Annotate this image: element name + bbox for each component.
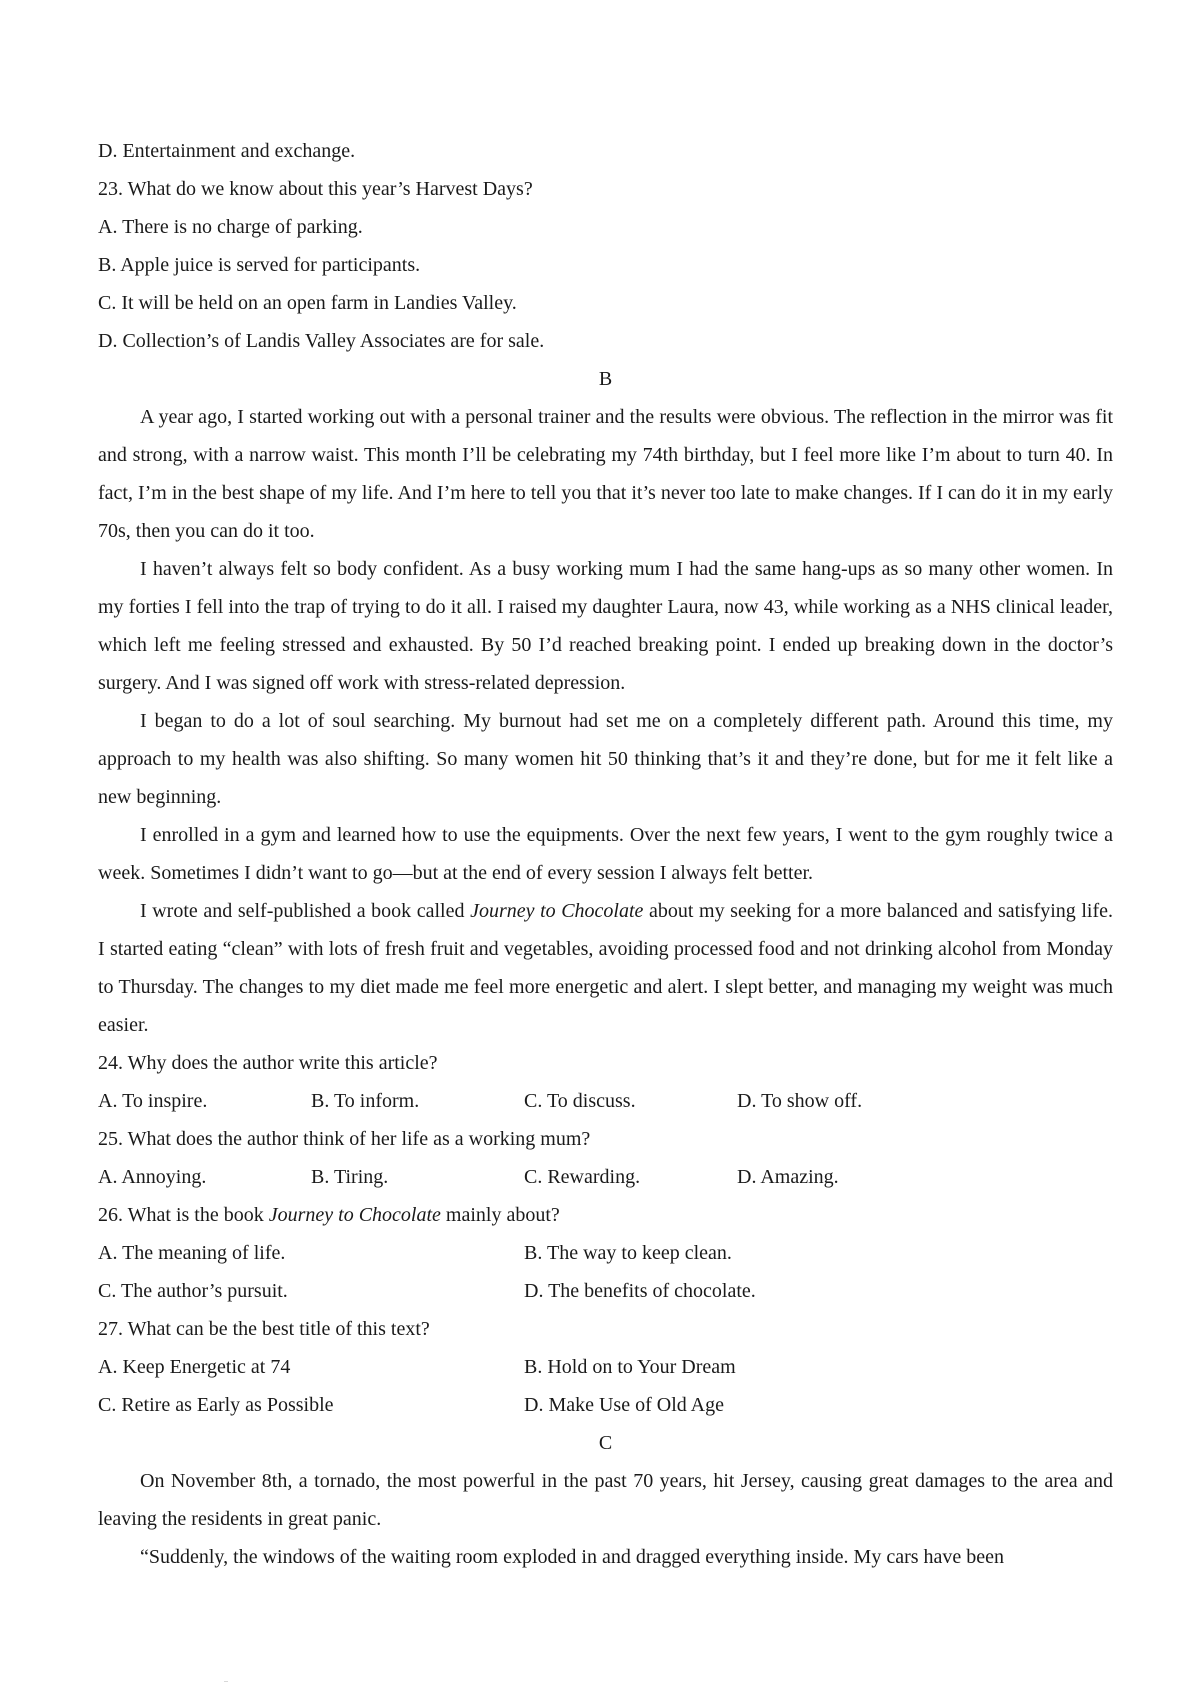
page-speck bbox=[224, 1681, 228, 1682]
q22-option-d: D. Entertainment and exchange. bbox=[98, 140, 356, 162]
q25-options bbox=[98, 1158, 1113, 1196]
q27-option-a: A. Keep Energetic at 74 bbox=[98, 1356, 291, 1378]
para5-text-before: I wrote and self-published a book called bbox=[140, 900, 471, 922]
q27-option-d: D. Make Use of Old Age bbox=[524, 1394, 724, 1416]
section-b-paragraph-1: A year ago, I started working out with a personal trainer and the results were obvious. The reflection in the mirror was fit and strong, with a narrow waist. This month I’ll be celebrating my 74th birthday, but I feel more like I’m about to turn 40. In fact, I’m in the best shape of my life. And I’m here to tell you that it’s never too late to make changes. If I can do it in my early 70s, then you can do it too. bbox=[98, 406, 1113, 542]
exam-page bbox=[98, 132, 1113, 1576]
q26-question-after: mainly about? bbox=[440, 1204, 560, 1226]
q24-question: 24. Why does the author write this article? bbox=[98, 1052, 438, 1074]
q23-option-b: B. Apple juice is served for participants. bbox=[98, 254, 421, 276]
q27-option-b: B. Hold on to Your Dream bbox=[524, 1356, 736, 1378]
q27-options-row-1 bbox=[98, 1348, 1113, 1386]
section-b-heading: B bbox=[598, 368, 613, 390]
q27-options-row-2 bbox=[98, 1386, 1113, 1424]
section-b-paragraph-3: I began to do a lot of soul searching. My burnout had set me on a completely different path. Around this time, my approach to my health was also shifting. So many women hit 50 thinking that’s it and they’re done, but for me it felt like a new beginning. bbox=[98, 710, 1113, 808]
q25-question: 25. What does the author think of her life as a working mum? bbox=[98, 1128, 591, 1150]
q25-option-b: B. Tiring. bbox=[311, 1166, 389, 1188]
q26-book-title: Journey to Chocolate bbox=[268, 1204, 441, 1226]
q26-options-row-1 bbox=[98, 1234, 1113, 1272]
q23-option-a: A. There is no charge of parking. bbox=[98, 216, 363, 238]
q27-option-c: C. Retire as Early as Possible bbox=[98, 1394, 334, 1416]
q26-option-c: C. The author’s pursuit. bbox=[98, 1280, 288, 1302]
q24-options bbox=[98, 1082, 1113, 1120]
q24-option-c: C. To discuss. bbox=[524, 1090, 636, 1112]
q26-option-b: B. The way to keep clean. bbox=[524, 1242, 732, 1264]
q26-option-a: A. The meaning of life. bbox=[98, 1242, 286, 1264]
section-b-paragraph-4: I enrolled in a gym and learned how to use the equipments. Over the next few years, I went to the gym roughly twice a week. Sometimes I didn’t want to go—but at the end of every session I always felt better. bbox=[98, 824, 1113, 884]
q24-option-a: A. To inspire. bbox=[98, 1090, 208, 1112]
q26-option-d: D. The benefits of chocolate. bbox=[524, 1280, 756, 1302]
q24-option-d: D. To show off. bbox=[737, 1090, 863, 1112]
section-c-paragraph-2: “Suddenly, the windows of the waiting room exploded in and dragged everything inside. My cars have been bbox=[140, 1546, 1005, 1568]
q24-option-b: B. To inform. bbox=[311, 1090, 420, 1112]
q25-option-d: D. Amazing. bbox=[737, 1166, 839, 1188]
q26-question-before: 26. What is the book bbox=[98, 1204, 269, 1226]
q23-question: 23. What do we know about this year’s Harvest Days? bbox=[98, 178, 533, 200]
section-b-paragraph-5 bbox=[98, 892, 1113, 1044]
q26-question bbox=[98, 1196, 1113, 1234]
q25-option-a: A. Annoying. bbox=[98, 1166, 207, 1188]
section-b-paragraph-2: I haven’t always felt so body confident. As a busy working mum I had the same hang-ups as so many other women. In my forties I fell into the trap of trying to do it all. I raised my daughter Laura, now 43, while working as a NHS clinical leader, which left me feeling stressed and exhausted. By 50 I’d reached breaking point. I ended up breaking down in the doctor’s surgery. And I was signed off work with stress-related depression. bbox=[98, 558, 1113, 694]
section-c-heading: C bbox=[598, 1432, 613, 1454]
section-c-paragraph-1: On November 8th, a tornado, the most powerful in the past 70 years, hit Jersey, causing great damages to the area and leaving the residents in great panic. bbox=[98, 1470, 1113, 1530]
q25-option-c: C. Rewarding. bbox=[524, 1166, 641, 1188]
para5-text-after: about my seeking for a more balanced and satisfying life. I started eating “clean” with lots of fresh fruit and vegetables, avoiding processed food and not drinking alcohol from Monday to Thursday. The changes to my diet made me feel more energetic and alert. I slept better, and managing my weight was much easier. bbox=[98, 900, 1113, 1036]
q23-option-d: D. Collection’s of Landis Valley Associates are for sale. bbox=[98, 330, 545, 352]
q23-option-c: C. It will be held on an open farm in Landies Valley. bbox=[98, 292, 517, 314]
q27-question: 27. What can be the best title of this text? bbox=[98, 1318, 430, 1340]
book-title: Journey to Chocolate bbox=[470, 900, 644, 922]
q26-options-row-2 bbox=[98, 1272, 1113, 1310]
